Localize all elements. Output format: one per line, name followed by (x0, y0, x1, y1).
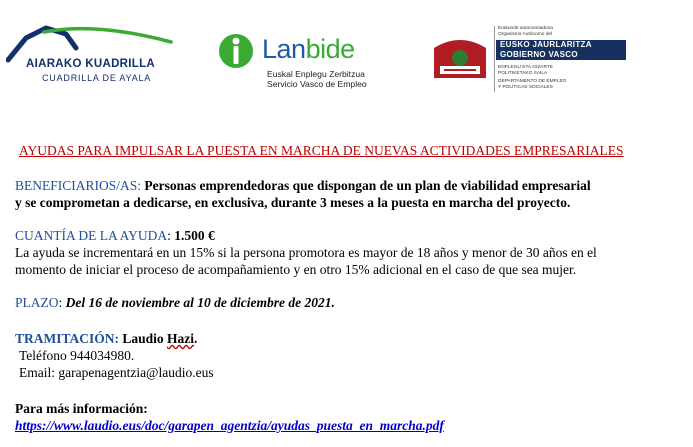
tramitacion-org-suffix: . (194, 331, 198, 346)
gobierno-top-line-1: Erakunde autonomiaduna (498, 26, 553, 31)
gobierno-dept-line-4: Y POLÍTICAS SOCIALES (498, 85, 553, 90)
info-label: Para más información: (15, 401, 148, 416)
gobierno-dept-line-2: POLITIKETAKO SAILA (498, 71, 548, 76)
plazo-dates: Del 16 de noviembre al 10 de diciembre de 2021. (65, 295, 335, 310)
lanbide-wordmark (262, 34, 355, 65)
aiarako-name: AIARAKO KUADRILLA (26, 58, 156, 70)
tramitacion-label: TRAMITACIÓN: (15, 331, 119, 346)
plazo-section (15, 294, 335, 311)
aiarako-subtitle: CUADRILLA DE AYALA (42, 73, 152, 83)
info-section (15, 400, 444, 434)
lanbide-person-icon (214, 32, 258, 70)
cuantia-colon: : (167, 228, 171, 243)
plazo-label: PLAZO (15, 295, 59, 310)
gobierno-vasco-logo (430, 18, 635, 98)
lanbide-wordmark-bide: bide (305, 34, 355, 64)
info-link[interactable]: https://www.laudio.eus/doc/garapen_agentzia/ayudas_puesta_en_marcha.pdf (15, 418, 444, 433)
gobierno-bar-eusko: EUSKO JAURLARITZA (496, 40, 626, 50)
beneficiarios-section (15, 177, 680, 211)
gobierno-vasco-emblem-icon (430, 38, 490, 84)
lanbide-logo (214, 32, 404, 92)
lanbide-subtitle-eu: Euskal Enplegu Zerbitzua (267, 69, 365, 79)
plazo-colon: : (58, 295, 63, 310)
cuantia-label: CUANTÍA DE LA AYUDA (15, 228, 168, 243)
tramitacion-section (15, 330, 214, 381)
cuantia-text-line-1: La ayuda se incrementará en un 15% si la persona promotora es mayor de 18 años y menor de 30 años en el (15, 245, 597, 260)
aiarako-kuadrilla-logo (6, 20, 201, 92)
tramitacion-org-prefix: Laudio (122, 331, 168, 346)
gobierno-bar-gobierno: GOBIERNO VASCO (496, 50, 626, 60)
gobierno-dept-line-1: ENPLEGU ETA GIZARTE (498, 65, 553, 70)
tramitacion-phone: Teléfono 944034980. (19, 348, 135, 363)
gobierno-top-line-2: Organismo Autónomo del (498, 32, 553, 37)
cuantia-section (15, 227, 685, 278)
tramitacion-email: Email: garapenagentzia@laudio.eus (19, 365, 214, 380)
gobierno-divider (494, 26, 495, 92)
cuantia-amount: 1.500 € (174, 228, 215, 243)
beneficiarios-text-line-1: Personas emprendedoras que dispongan de un plan de viabilidad empresarial (144, 178, 591, 193)
tramitacion-org (122, 331, 197, 346)
tramitacion-org-name: Hazi (167, 331, 195, 346)
beneficiarios-label: BENEFICIARIOS/AS: (15, 178, 142, 193)
cuantia-text-line-2: momento de iniciar el proceso de acompañamiento y en otro 15% adicional en el caso de que sea mujer. (15, 262, 577, 277)
beneficiarios-text-line-2: y se comprometan a dedicarse, en exclusiva, durante 3 meses a la puesta en marcha del proyecto. (15, 195, 571, 210)
gobierno-dept-line-3: DEPARTAMENTO DE EMPLEO (498, 79, 567, 84)
page-heading: AYUDAS PARA IMPULSAR LA PUESTA EN MARCHA DE NUEVAS ACTIVIDADES EMPRESARIALES (19, 143, 624, 158)
lanbide-wordmark-lan: Lan (262, 34, 306, 64)
lanbide-subtitle-es: Servicio Vasco de Empleo (267, 79, 367, 89)
